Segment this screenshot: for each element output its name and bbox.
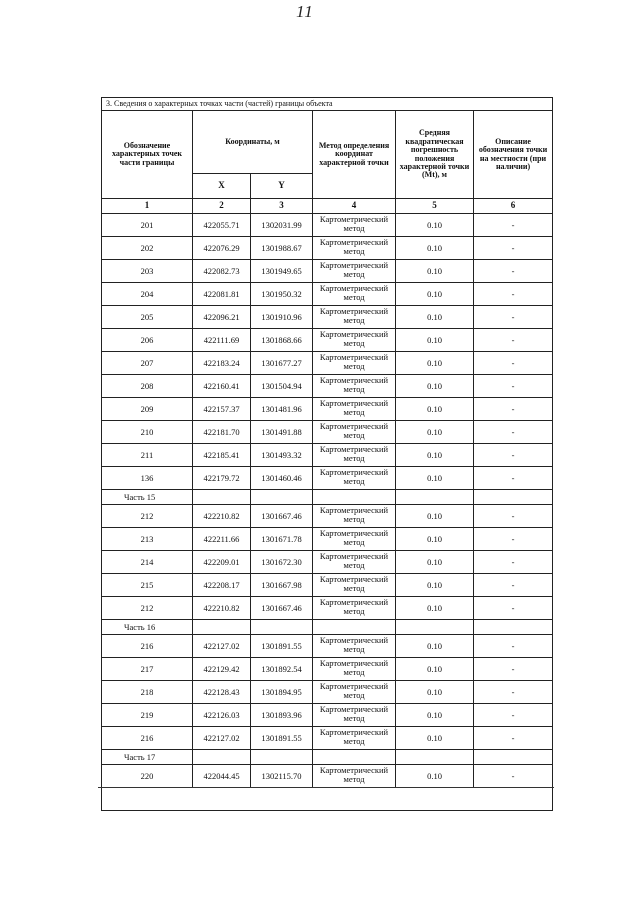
x-cell: 422044.45 — [193, 765, 251, 788]
part-row — [102, 490, 553, 505]
boundary-points-sheet — [101, 97, 552, 811]
table-caption-row — [102, 98, 553, 111]
description-cell: - — [474, 260, 553, 283]
description-cell: - — [474, 635, 553, 658]
table-row — [102, 505, 553, 528]
table-row — [102, 597, 553, 620]
x-cell: 422210.82 — [193, 597, 251, 620]
error-cell: 0.10 — [396, 375, 474, 398]
x-cell: 422111.69 — [193, 329, 251, 352]
description-cell: - — [474, 329, 553, 352]
method-cell: Картометрический метод — [313, 260, 396, 283]
y-cell: 1301892.54 — [251, 658, 313, 681]
point-cell: 216 — [102, 635, 193, 658]
x-cell: 422129.42 — [193, 658, 251, 681]
method-cell: Картометрический метод — [313, 635, 396, 658]
x-cell: 422126.03 — [193, 704, 251, 727]
part-row-empty-cell — [313, 750, 396, 765]
y-cell: 1301460.46 — [251, 467, 313, 490]
y-cell: 1301504.94 — [251, 375, 313, 398]
part-row-empty-cell — [474, 750, 553, 765]
y-cell: 1301493.32 — [251, 444, 313, 467]
method-cell: Картометрический метод — [313, 237, 396, 260]
column-number: 1 — [102, 199, 193, 214]
method-cell: Картометрический метод — [313, 704, 396, 727]
point-cell: 211 — [102, 444, 193, 467]
x-cell: 422179.72 — [193, 467, 251, 490]
point-cell: 204 — [102, 283, 193, 306]
description-cell: - — [474, 704, 553, 727]
y-cell: 1302031.99 — [251, 214, 313, 237]
table-row — [102, 574, 553, 597]
x-cell: 422160.41 — [193, 375, 251, 398]
part-row-empty-cell — [396, 490, 474, 505]
part-label: Часть 17 — [102, 750, 193, 765]
error-cell: 0.10 — [396, 528, 474, 551]
method-cell: Картометрический метод — [313, 551, 396, 574]
table-row — [102, 444, 553, 467]
method-cell: Картометрический метод — [313, 765, 396, 788]
method-cell: Картометрический метод — [313, 421, 396, 444]
point-cell: 209 — [102, 398, 193, 421]
x-cell: 422185.41 — [193, 444, 251, 467]
point-cell: 217 — [102, 658, 193, 681]
x-cell: 422128.43 — [193, 681, 251, 704]
description-cell: - — [474, 421, 553, 444]
column-number: 4 — [313, 199, 396, 214]
point-cell: 220 — [102, 765, 193, 788]
y-cell: 1301672.30 — [251, 551, 313, 574]
x-cell: 422183.24 — [193, 352, 251, 375]
point-cell: 215 — [102, 574, 193, 597]
description-cell: - — [474, 398, 553, 421]
header-x: X — [193, 174, 251, 199]
method-cell: Картометрический метод — [313, 467, 396, 490]
description-cell: - — [474, 375, 553, 398]
point-cell: 210 — [102, 421, 193, 444]
x-cell: 422208.17 — [193, 574, 251, 597]
table-row — [102, 467, 553, 490]
y-cell: 1301677.27 — [251, 352, 313, 375]
empty-row — [102, 788, 553, 811]
y-cell: 1301671.78 — [251, 528, 313, 551]
part-row-empty-cell — [251, 620, 313, 635]
part-row-empty-cell — [396, 750, 474, 765]
column-number-row — [102, 199, 553, 214]
point-cell: 212 — [102, 597, 193, 620]
y-cell: 1301949.65 — [251, 260, 313, 283]
description-cell: - — [474, 505, 553, 528]
y-cell: 1301667.46 — [251, 597, 313, 620]
table-row — [102, 237, 553, 260]
page-number: 11 — [296, 2, 314, 21]
y-cell: 1301891.55 — [251, 635, 313, 658]
method-cell: Картометрический метод — [313, 444, 396, 467]
y-cell: 1301868.66 — [251, 329, 313, 352]
error-cell: 0.10 — [396, 398, 474, 421]
method-cell: Картометрический метод — [313, 306, 396, 329]
part-row-empty-cell — [313, 620, 396, 635]
x-cell: 422210.82 — [193, 505, 251, 528]
method-cell: Картометрический метод — [313, 574, 396, 597]
description-cell: - — [474, 467, 553, 490]
error-cell: 0.10 — [396, 681, 474, 704]
description-cell: - — [474, 283, 553, 306]
point-cell: 205 — [102, 306, 193, 329]
header-description: Описание обозначения точки на местности (при наличии) — [474, 111, 553, 199]
point-cell: 136 — [102, 467, 193, 490]
error-cell: 0.10 — [396, 444, 474, 467]
method-cell: Картометрический метод — [313, 597, 396, 620]
point-cell: 206 — [102, 329, 193, 352]
x-cell: 422209.01 — [193, 551, 251, 574]
method-cell: Картометрический метод — [313, 528, 396, 551]
error-cell: 0.10 — [396, 635, 474, 658]
y-cell: 1301891.55 — [251, 727, 313, 750]
error-cell: 0.10 — [396, 727, 474, 750]
error-cell: 0.10 — [396, 237, 474, 260]
part-row-empty-cell — [474, 620, 553, 635]
method-cell: Картометрический метод — [313, 375, 396, 398]
column-number: 6 — [474, 199, 553, 214]
x-cell: 422181.70 — [193, 421, 251, 444]
error-cell: 0.10 — [396, 329, 474, 352]
point-cell: 212 — [102, 505, 193, 528]
empty-cell — [102, 788, 553, 811]
method-cell: Картометрический метод — [313, 352, 396, 375]
description-cell: - — [474, 681, 553, 704]
header-designation: Обозначение характерных точек части границы — [102, 111, 193, 199]
table-row — [102, 214, 553, 237]
method-cell: Картометрический метод — [313, 398, 396, 421]
x-cell: 422127.02 — [193, 635, 251, 658]
description-cell: - — [474, 352, 553, 375]
description-cell: - — [474, 658, 553, 681]
point-cell: 218 — [102, 681, 193, 704]
description-cell: - — [474, 306, 553, 329]
x-cell: 422055.71 — [193, 214, 251, 237]
error-cell: 0.10 — [396, 505, 474, 528]
description-cell: - — [474, 214, 553, 237]
part-row-empty-cell — [251, 490, 313, 505]
description-cell: - — [474, 551, 553, 574]
y-cell: 1301893.96 — [251, 704, 313, 727]
method-cell: Картометрический метод — [313, 505, 396, 528]
description-cell: - — [474, 237, 553, 260]
part-row — [102, 750, 553, 765]
error-cell: 0.10 — [396, 283, 474, 306]
part-row-empty-cell — [474, 490, 553, 505]
error-cell: 0.10 — [396, 260, 474, 283]
x-cell: 422076.29 — [193, 237, 251, 260]
x-cell: 422096.21 — [193, 306, 251, 329]
method-cell: Картометрический метод — [313, 283, 396, 306]
x-cell: 422081.81 — [193, 283, 251, 306]
column-number: 3 — [251, 199, 313, 214]
y-cell: 1302115.70 — [251, 765, 313, 788]
error-cell: 0.10 — [396, 704, 474, 727]
point-cell: 213 — [102, 528, 193, 551]
point-cell: 216 — [102, 727, 193, 750]
point-cell: 214 — [102, 551, 193, 574]
table-row — [102, 329, 553, 352]
point-cell: 208 — [102, 375, 193, 398]
part-row — [102, 620, 553, 635]
boundary-points-table — [101, 97, 553, 811]
error-cell: 0.10 — [396, 214, 474, 237]
error-cell: 0.10 — [396, 467, 474, 490]
table-row — [102, 551, 553, 574]
method-cell: Картометрический метод — [313, 727, 396, 750]
x-cell: 422127.02 — [193, 727, 251, 750]
header-row — [102, 111, 553, 174]
y-cell: 1301667.46 — [251, 505, 313, 528]
table-row — [102, 398, 553, 421]
table-row — [102, 704, 553, 727]
header-error: Средняя квадратическая погрешность положения характерной точки (Мt), м — [396, 111, 474, 199]
y-cell: 1301481.96 — [251, 398, 313, 421]
error-cell: 0.10 — [396, 421, 474, 444]
error-cell: 0.10 — [396, 574, 474, 597]
error-cell: 0.10 — [396, 551, 474, 574]
y-cell: 1301667.98 — [251, 574, 313, 597]
header-method: Метод определения координат характерной точки — [313, 111, 396, 199]
table-row — [102, 765, 553, 788]
error-cell: 0.10 — [396, 765, 474, 788]
table-row — [102, 681, 553, 704]
method-cell: Картометрический метод — [313, 329, 396, 352]
method-cell: Картометрический метод — [313, 658, 396, 681]
table-row — [102, 421, 553, 444]
y-cell: 1301950.32 — [251, 283, 313, 306]
part-row-empty-cell — [193, 490, 251, 505]
table-row — [102, 658, 553, 681]
error-cell: 0.10 — [396, 352, 474, 375]
description-cell: - — [474, 727, 553, 750]
table-row — [102, 352, 553, 375]
description-cell: - — [474, 765, 553, 788]
part-label: Часть 16 — [102, 620, 193, 635]
part-row-empty-cell — [396, 620, 474, 635]
point-cell: 203 — [102, 260, 193, 283]
table-row — [102, 635, 553, 658]
part-row-empty-cell — [193, 750, 251, 765]
error-cell: 0.10 — [396, 306, 474, 329]
table-row — [102, 528, 553, 551]
table-row — [102, 375, 553, 398]
point-cell: 219 — [102, 704, 193, 727]
point-cell: 201 — [102, 214, 193, 237]
table-row — [102, 306, 553, 329]
point-cell: 207 — [102, 352, 193, 375]
table-row — [102, 260, 553, 283]
part-label: Часть 15 — [102, 490, 193, 505]
table-row — [102, 283, 553, 306]
table-row — [102, 727, 553, 750]
table-caption: 3. Сведения о характерных точках части (частей) границы объекта — [102, 98, 553, 111]
description-cell: - — [474, 597, 553, 620]
error-cell: 0.10 — [396, 597, 474, 620]
method-cell: Картометрический метод — [313, 681, 396, 704]
part-row-empty-cell — [251, 750, 313, 765]
method-cell: Картометрический метод — [313, 214, 396, 237]
description-cell: - — [474, 528, 553, 551]
part-row-empty-cell — [193, 620, 251, 635]
column-number: 2 — [193, 199, 251, 214]
header-coordinates: Координаты, м — [193, 111, 313, 174]
x-cell: 422082.73 — [193, 260, 251, 283]
y-cell: 1301988.67 — [251, 237, 313, 260]
header-y: Y — [251, 174, 313, 199]
part-row-empty-cell — [313, 490, 396, 505]
x-cell: 422211.66 — [193, 528, 251, 551]
point-cell: 202 — [102, 237, 193, 260]
error-cell: 0.10 — [396, 658, 474, 681]
column-number: 5 — [396, 199, 474, 214]
y-cell: 1301491.88 — [251, 421, 313, 444]
x-cell: 422157.37 — [193, 398, 251, 421]
y-cell: 1301910.96 — [251, 306, 313, 329]
description-cell: - — [474, 574, 553, 597]
y-cell: 1301894.95 — [251, 681, 313, 704]
bottom-rule — [98, 787, 554, 788]
description-cell: - — [474, 444, 553, 467]
